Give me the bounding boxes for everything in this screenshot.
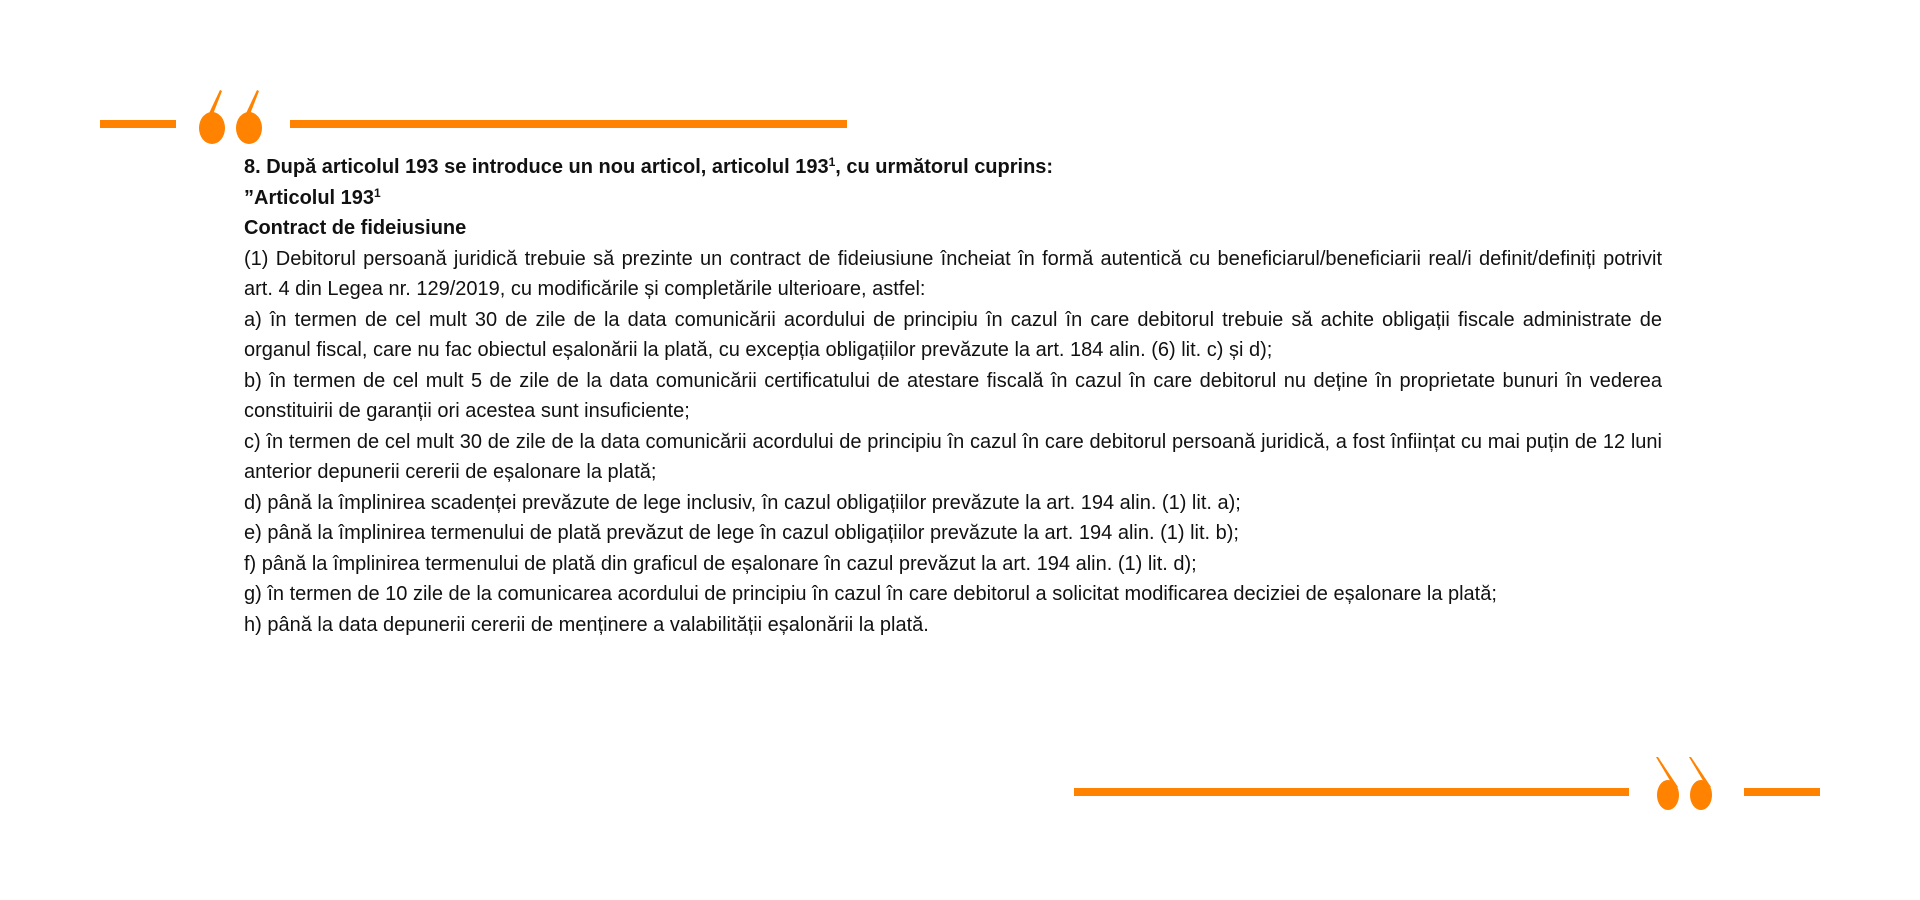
top-right-divider (290, 120, 847, 128)
item-b: b) în termen de cel mult 5 de zile de la data comunicării certificatului de atestare fiscală în cazul în care debitorul nu deține în proprietate bunuri în vederea constituirii de garanții ori acestea sunt insuficiente; (244, 369, 1662, 422)
quote-open-icon (198, 88, 266, 144)
article-number (244, 183, 1662, 214)
quote-close-icon (1654, 757, 1722, 811)
intro-text: 8. După articolul 193 se introduce un nou articol, articolul 193 (244, 156, 829, 178)
document-body (244, 152, 1662, 640)
amendment-intro (244, 152, 1662, 183)
intro-end: , cu următorul cuprins: (835, 156, 1054, 178)
item-d: d) până la împlinirea scadenței prevăzute de lege inclusiv, în cazul obligațiilor prevăzute la art. 194 alin. (1) lit. a); (244, 491, 1241, 514)
paragraph-1: (1) Debitorul persoană juridică trebuie să prezinte un contract de fideiusiune încheiat în formă autentică cu beneficiarul/beneficiarii real/i definit/definiți potrivit art. 4 din Legea nr. 129/2019, cu modificările și completările ulterioare, astfel: (244, 247, 1662, 300)
item-g: g) în termen de 10 zile de la comunicarea acordului de principiu în cazul în care debitorul a solicitat modificarea deciziei de eșalonare la plată; (244, 583, 1497, 605)
item-h: h) până la data depunerii cererii de menținere a valabilității eșalonării la plată. (244, 613, 929, 636)
article-title: Contract de fideiusiune (244, 217, 467, 239)
intro-superscript: 1 (828, 155, 836, 169)
article-superscript: 1 (374, 185, 381, 200)
item-e: e) până la împlinirea termenului de plată prevăzut de lege în cazul obligațiilor prevăzute la art. 194 alin. (1) lit. b); (244, 522, 1239, 544)
item-a: a) în termen de cel mult 30 de zile de la data comunicării acordului de principiu în cazul în care debitorul trebuie să achite obligații fiscale administrate de organul fiscal, care nu fac obiectul eșalonării la plată, cu excepția obligațiilor prevăzute la art. 184 alin. (6) lit. c) și d); (244, 308, 1662, 361)
bottom-left-divider (1074, 788, 1629, 796)
item-c: c) în termen de cel mult 30 de zile de la data comunicării acordului de principiu în cazul în care debitorul persoană juridică, a fost înființat cu mai puțin de 12 luni anterior depunerii cererii de eșalonare la plată; (244, 430, 1662, 483)
article-text: ”Articolul 193 (244, 186, 375, 209)
item-f: f) până la împlinirea termenului de plată din graficul de eșalonare în cazul prevăzut la art. 194 alin. (1) lit. d); (244, 552, 1197, 575)
top-left-divider (100, 120, 176, 128)
bottom-right-divider (1744, 788, 1820, 796)
